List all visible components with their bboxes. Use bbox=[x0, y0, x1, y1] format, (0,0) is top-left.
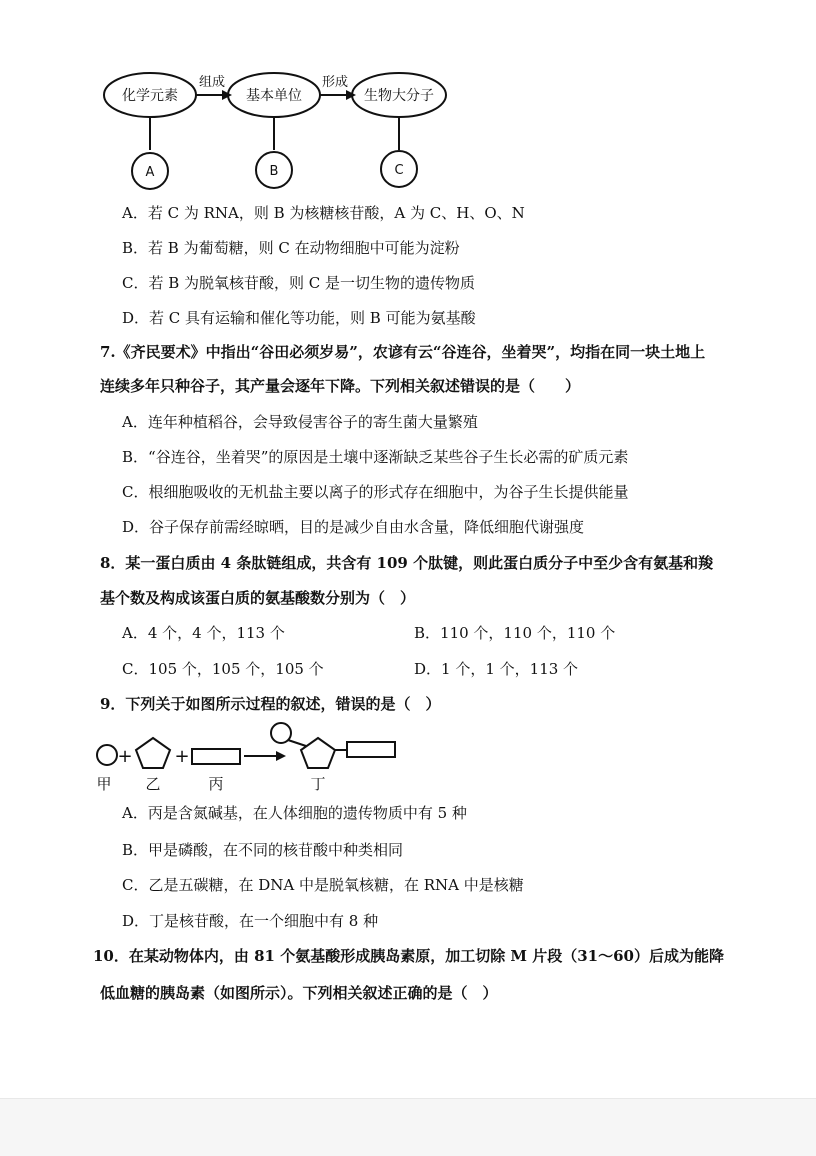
q7-option-d: D．谷子保存前需经晾晒，目的是减少自由水含量，降低细胞代谢强度 bbox=[122, 518, 585, 536]
arrow1-label: 组成 bbox=[198, 75, 226, 90]
q6-option-a: A．若 C 为 RNA，则 B 为核糖核苷酸，A 为 C、H、O、N bbox=[122, 204, 525, 222]
arrow2-label: 形成 bbox=[321, 75, 349, 90]
q10-stem-line1: 10．在某动物体内，由 81 个氨基酸形成胰岛素原，加工切除 M 片段（31～60）后成为能降 bbox=[93, 947, 724, 965]
q8-option-a: A．4 个，4 个，113 个 bbox=[122, 624, 285, 642]
node2-label: 基本单位 bbox=[246, 88, 302, 104]
q9-option-c: C．乙是五碳糖，在 DNA 中是脱氧核糖，在 RNA 中是核糖 bbox=[122, 876, 524, 894]
q8-stem-line1: 8．某一蛋白质由 4 条肽链组成，共含有 109 个肽键，则此蛋白质分子中至少含有氨基和羧 bbox=[100, 554, 714, 572]
q8-option-c: C．105 个，105 个，105 个 bbox=[122, 660, 324, 678]
q7-stem-line2: 连续多年只种谷子，其产量会逐年下降。下列相关叙述错误的是（ ） bbox=[100, 377, 581, 395]
plus-sign-2: + bbox=[174, 746, 190, 767]
q7-option-c: C．根细胞吸收的无机盐主要以离子的形式存在细胞中，为谷子生长提供能量 bbox=[122, 483, 629, 501]
q6-option-c: C．若 B 为脱氧核苷酸，则 C 是一切生物的遗传物质 bbox=[122, 274, 476, 292]
label-bing: 丙 bbox=[208, 775, 224, 793]
pentose-pentagon bbox=[136, 738, 170, 768]
q6-option-d: D．若 C 具有运输和催化等功能，则 B 可能为氨基酸 bbox=[122, 309, 476, 327]
circle-b-label: B bbox=[269, 164, 279, 179]
base-rectangle bbox=[192, 749, 240, 764]
plus-sign-1: + bbox=[117, 746, 133, 767]
reaction-arrow-head bbox=[276, 751, 286, 761]
q9-option-a: A．丙是含氮碱基，在人体细胞的遗传物质中有 5 种 bbox=[122, 804, 467, 822]
ding-pentose-pentagon bbox=[301, 738, 335, 768]
node3-label: 生物大分子 bbox=[364, 88, 434, 104]
ding-base-rectangle bbox=[347, 742, 395, 757]
q6-option-b: B．若 B 为葡萄糖，则 C 在动物细胞中可能为淀粉 bbox=[122, 239, 460, 257]
q8-option-b: B．110 个，110 个，110 个 bbox=[414, 624, 616, 642]
label-jia: 甲 bbox=[96, 775, 112, 793]
label-ding: 丁 bbox=[310, 775, 326, 793]
q9-option-d: D．丁是核苷酸，在一个细胞中有 8 种 bbox=[122, 912, 379, 930]
q8-stem-line2: 基个数及构成该蛋白质的氨基酸数分别为（ ） bbox=[100, 589, 416, 607]
node1-label: 化学元素 bbox=[122, 88, 178, 104]
phosphate-circle bbox=[97, 745, 117, 765]
q8-option-d: D．1 个，1 个，113 个 bbox=[414, 660, 579, 678]
page-bottom-margin bbox=[0, 1098, 816, 1156]
q9-stem: 9．下列关于如图所示过程的叙述，错误的是（ ） bbox=[100, 695, 441, 713]
circle-c-label: C bbox=[394, 163, 404, 178]
q7-stem-line1: 7.《齐民要术》中指出“谷田必须岁易”，农谚有云“谷连谷，坐着哭”，均指在同一块土地上 bbox=[100, 343, 706, 361]
q9-option-b: B．甲是磷酸，在不同的核苷酸中种类相同 bbox=[122, 841, 404, 859]
label-yi: 乙 bbox=[145, 775, 161, 793]
q7-option-a: A．连年种植稻谷，会导致侵害谷子的寄生菌大量繁殖 bbox=[122, 413, 478, 431]
circle-a-label: A bbox=[145, 165, 155, 180]
q10-stem-line2: 低血糖的胰岛素（如图所示）。下列相关叙述正确的是（ ） bbox=[100, 984, 498, 1002]
q7-option-b: B．“谷连谷，坐着哭”的原因是土壤中逐渐缺乏某些谷子生长必需的矿质元素 bbox=[122, 448, 629, 466]
